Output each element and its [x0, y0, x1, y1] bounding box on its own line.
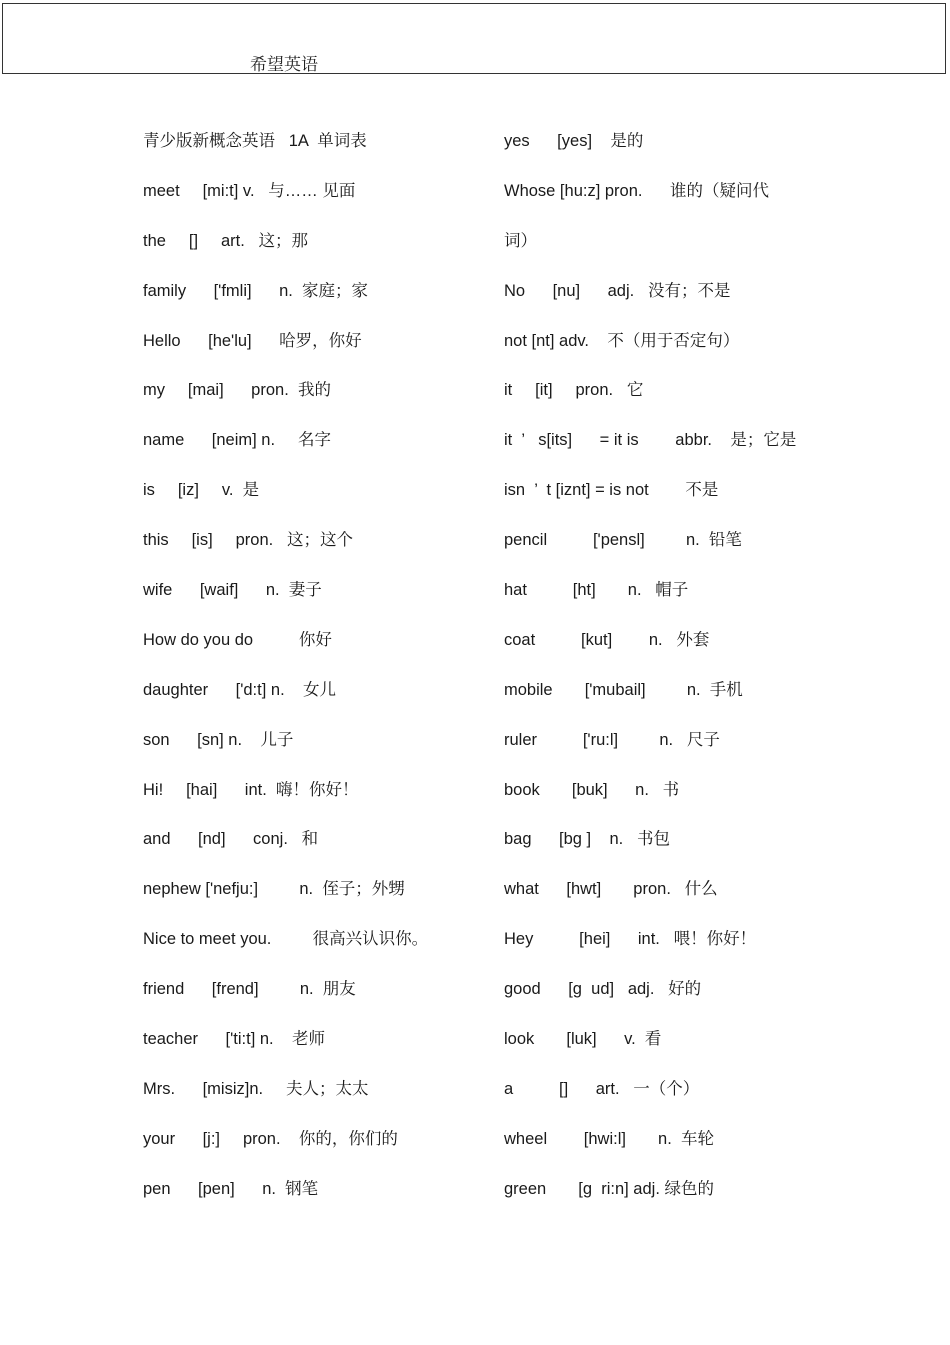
- word-entry: Hey [hei] int. 喂！你好！: [504, 930, 757, 949]
- word-entry: Hello [he'lu] 哈罗，你好: [143, 331, 362, 350]
- word-entry: family ['fmli] n. 家庭；家: [143, 281, 369, 300]
- word-entry: book [buk] n. 书: [504, 780, 680, 799]
- word-entry: good [ɡ ud] adj. 好的: [504, 980, 702, 999]
- word-entry: son [sn] n. 儿子: [143, 730, 294, 749]
- word-entry: Mrs. [misiz]n. 夫人；太太: [143, 1079, 369, 1098]
- word-entry: this [is] pron. 这；这个: [143, 531, 353, 550]
- word-entry: green [ɡ ri:n] adj. 绿色的: [504, 1179, 714, 1198]
- word-entry: pencil ['pensl] n. 铅笔: [504, 531, 742, 550]
- word-entry: is [iz] v. 是: [143, 481, 260, 500]
- word-entry: name [neim] n. 名字: [143, 431, 331, 450]
- word-entry: How do you do 你好: [143, 630, 332, 649]
- word-entry: mobile ['mubail] n. 手机: [504, 680, 743, 699]
- word-entry: your [j:] pron. 你的，你们的: [143, 1129, 398, 1148]
- word-entry: wife [waif] n. 妻子: [143, 581, 322, 600]
- word-entry: nephew ['nefju:] n. 侄子；外甥: [143, 880, 405, 899]
- word-entry: bag [bɡ ] n. 书包: [504, 830, 670, 849]
- word-entry-continuation: 词）: [504, 231, 537, 250]
- word-entry: my [mai] pron. 我的: [143, 381, 331, 400]
- word-entry: No [nu] adj. 没有；不是: [504, 281, 731, 300]
- word-entry: it ’ s[its] = it is abbr. 是；它是: [504, 431, 797, 450]
- word-entry: teacher ['ti:t] n. 老师: [143, 1030, 325, 1049]
- right-word-column: [504, 130, 834, 1228]
- word-entry: Nice to meet you. 很高兴认识你。: [143, 930, 429, 949]
- word-entry: a [] art. 一（个）: [504, 1079, 700, 1098]
- list-title: 青少版新概念英语 1A 单词表: [143, 132, 367, 150]
- word-entry: hat [ht] n. 帽子: [504, 581, 689, 600]
- word-entry: friend [frend] n. 朋友: [143, 980, 356, 999]
- word-entry: not [nt] adv. 不（用于否定句）: [504, 331, 740, 350]
- header-frame: [2, 3, 946, 74]
- word-entry: yes [yes] 是的: [504, 132, 644, 150]
- word-entry: what [hwt] pron. 什么: [504, 880, 718, 899]
- word-entry: daughter ['d:t] n. 女儿: [143, 680, 336, 699]
- word-entry: and [nd] conj. 和: [143, 830, 319, 849]
- header-title: 希望英语: [250, 55, 318, 74]
- word-entry: it [it] pron. 它: [504, 381, 644, 400]
- word-entry: pen [pen] n. 钢笔: [143, 1179, 319, 1198]
- word-entry: look [luk] v. 看: [504, 1030, 662, 1049]
- word-entry: Hi! [hai] int. 嗨！你好！: [143, 780, 359, 799]
- left-word-column: [143, 130, 473, 1228]
- word-entry: coat [kut] n. 外套: [504, 630, 710, 649]
- word-entry: ruler ['ru:l] n. 尺子: [504, 730, 720, 749]
- word-entry: Whose [hu:z] pron. 谁的（疑问代: [504, 181, 769, 200]
- word-entry: meet [mi:t] v. 与…… 见面: [143, 181, 356, 200]
- word-entry: isn ’ t [iznt] = is not 不是: [504, 481, 719, 500]
- word-entry: the [] art. 这；那: [143, 231, 309, 250]
- word-entry: wheel [hwi:l] n. 车轮: [504, 1129, 714, 1148]
